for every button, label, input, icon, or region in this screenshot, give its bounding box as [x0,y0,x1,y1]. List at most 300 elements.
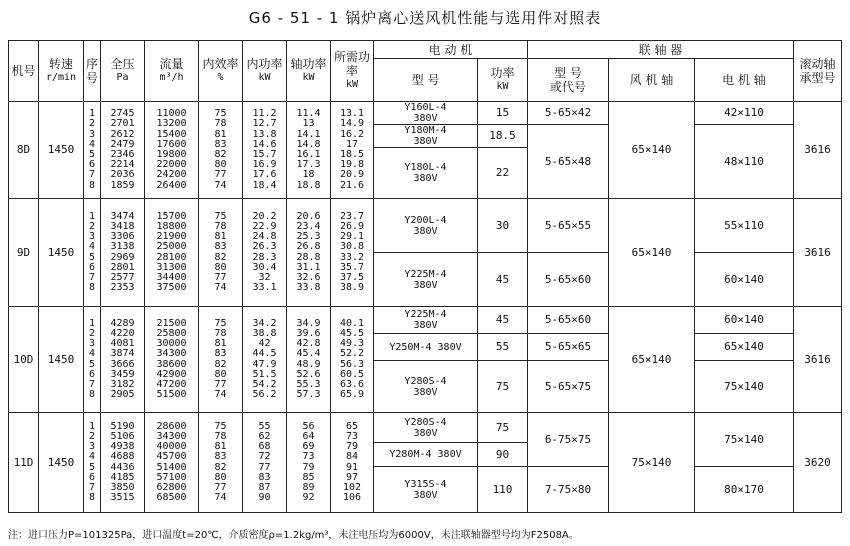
cell-motor-power: 18.5 [478,125,528,148]
list-value: 80 [214,159,227,171]
list-value: 4 [88,348,96,360]
list-value: 7 [88,481,96,493]
cell-motor-power: 75 [478,413,528,443]
list-value: 65 [345,420,359,432]
list-value: 33.8 [296,282,321,294]
cell-seq [84,307,101,413]
list-value: 11000 [156,108,187,120]
list-value: 8 [88,389,96,401]
list-value: 23.4 [296,220,321,232]
list-value: 14.9 [339,118,365,130]
cell-motor-model: Y280M-4 380V [374,443,478,467]
fan-performance-table [8,40,842,513]
cell-motor-shaft: 60×140 [695,307,794,334]
list-value: 2 [88,327,96,339]
cell-machine: 10D [9,307,39,413]
list-value: 74 [214,179,227,191]
cell-seq [84,102,101,199]
cell-flow [145,413,199,513]
list-value: 30.8 [339,241,365,253]
list-value: 18800 [156,220,187,232]
list-value: 56.2 [252,389,277,401]
list-value: 75 [214,317,227,329]
list-value: 4185 [110,471,135,483]
list-value: 74 [214,282,227,294]
list-value: 16.1 [296,149,321,160]
list-value: 3182 [110,378,135,390]
list-value: 12.7 [252,118,277,130]
list-value: 19.8 [339,159,365,171]
cell-seq [84,413,101,513]
list-value: 82 [214,358,227,370]
list-value: 56 [302,420,315,432]
list-value: 2612 [110,128,135,140]
cell-shaft-power [287,307,331,413]
list-value: 42900 [156,368,187,380]
cell-pressure [101,413,145,513]
list-value: 24.8 [252,231,277,243]
cell-motor-shaft: 65×140 [695,334,794,361]
cell-coupling: 5-65×60 [528,307,609,334]
list-value: 29.1 [339,231,365,243]
header-motor-shaft: 电 机 轴 [695,59,794,102]
list-value: 3515 [110,492,135,504]
cell-pressure [101,307,145,413]
list-value: 102 [342,481,362,493]
cell-required-power [331,102,374,199]
list-value: 1 [88,210,96,222]
cell-fan-shaft: 65×140 [609,102,695,199]
list-value: 73 [345,430,359,442]
list-value: 39.6 [296,327,321,339]
cell-motor-power: 55 [478,334,528,361]
list-value: 21.6 [339,179,365,191]
list-value: 89 [302,481,315,493]
list-value: 21500 [156,317,187,329]
list-value: 5106 [110,430,135,442]
list-value: 18 [302,169,315,181]
cell-motor-model: Y225M-4 380V [374,307,478,334]
list-value: 28600 [156,420,187,432]
list-value: 13200 [156,118,187,130]
cell-motor-power: 45 [478,253,528,307]
list-value: 47200 [156,378,187,390]
list-value: 7 [88,169,96,181]
list-value: 18.5 [339,149,365,160]
list-value: 84 [345,451,359,463]
cell-coupling: 7-75×80 [528,467,609,513]
list-value: 49.3 [339,338,365,350]
list-value: 57100 [156,471,187,483]
list-value: 65.9 [339,389,365,401]
list-value: 3850 [110,481,135,493]
list-value: 4 [88,241,96,253]
header-motor: 电 动 机 [374,41,528,59]
list-value: 15400 [156,128,187,140]
cell-motor-model: Y280S-4 380V [374,361,478,413]
list-value: 26400 [156,179,187,191]
list-value: 37.5 [339,271,365,283]
cell-motor-shaft: 42×110 [695,102,794,125]
cell-bearing: 3616 [794,199,842,307]
list-value: 80 [214,471,227,483]
cell-fan-shaft: 75×140 [609,413,695,513]
list-value: 19800 [156,149,187,160]
cell-shaft-power [287,199,331,307]
cell-coupling: 5-65×65 [528,334,609,361]
list-value: 64 [302,430,315,442]
list-value: 51400 [156,461,187,473]
list-value: 37500 [156,282,187,294]
list-value: 35.7 [339,261,365,273]
list-value: 2353 [110,282,135,294]
list-value: 5 [88,358,96,370]
cell-motor-shaft: 80×170 [695,467,794,513]
list-value: 72 [258,451,271,463]
list-value: 82 [214,461,227,473]
list-value: 62 [258,430,271,442]
list-value: 26.3 [252,241,277,253]
cell-pressure [101,199,145,307]
list-value: 80 [214,261,227,273]
cell-pressure [101,102,145,199]
cell-efficiency [199,307,243,413]
cell-coupling: 5-65×42 [528,102,609,125]
list-value: 77 [214,169,227,181]
list-value: 22.9 [252,220,277,232]
cell-speed: 1450 [39,199,84,307]
cell-efficiency [199,199,243,307]
cell-bearing: 3620 [794,413,842,513]
list-value: 1859 [110,179,135,191]
list-value: 3 [88,128,96,140]
list-value: 57.3 [296,389,321,401]
list-value: 52.6 [296,368,321,380]
list-value: 81 [214,231,227,243]
list-value: 5 [88,149,96,160]
list-value: 25000 [156,241,187,253]
header-fan-shaft: 风 机 轴 [609,59,695,102]
list-value: 4081 [110,338,135,350]
list-value: 54.2 [252,378,277,390]
cell-motor-model: Y160L-4 380V [374,102,478,125]
cell-motor-power: 75 [478,361,528,413]
list-value: 83 [258,471,271,483]
list-value: 2 [88,118,96,130]
list-value: 52.2 [339,348,365,360]
list-value: 33.1 [252,282,277,294]
list-value: 30000 [156,338,187,350]
list-value: 20.2 [252,210,277,222]
cell-motor-model: Y315S-4 380V [374,467,478,513]
list-value: 44.5 [252,348,277,360]
list-value: 68 [258,441,271,453]
list-value: 34.9 [296,317,321,329]
list-value: 73 [302,451,315,463]
list-value: 3138 [110,241,135,253]
list-value: 2 [88,220,96,232]
list-value: 15.7 [252,149,277,160]
list-value: 2346 [110,149,135,160]
list-value: 2036 [110,169,135,181]
list-value: 77 [214,271,227,283]
list-value: 32 [258,271,271,283]
header-bearing: 滚动轴承型号 [794,41,842,102]
list-value: 17600 [156,138,187,150]
list-value: 83 [214,138,227,150]
list-value: 62800 [156,481,187,493]
cell-motor-model: Y180M-4 380V [374,125,478,148]
cell-coupling: 6-75×75 [528,413,609,467]
list-value: 17.6 [252,169,277,181]
list-value: 38600 [156,358,187,370]
cell-motor-model: Y225M-4 380V [374,253,478,307]
list-value: 81 [214,128,227,140]
cell-machine: 9D [9,199,39,307]
list-value: 21900 [156,231,187,243]
list-value: 51500 [156,389,187,401]
cell-motor-shaft: 75×140 [695,413,794,467]
list-value: 3 [88,441,96,453]
cell-speed: 1450 [39,307,84,413]
list-value: 56.3 [339,358,365,370]
list-value: 6 [88,159,96,171]
list-value: 5 [88,461,96,473]
list-value: 47.9 [252,358,277,370]
list-value: 85 [302,471,315,483]
list-value: 31.1 [296,261,321,273]
list-value: 68500 [156,492,187,504]
list-value: 74 [214,492,227,504]
header-pressure: 全压 Pa [101,41,145,102]
list-value: 87 [258,481,271,493]
header-motor-model: 型 号 [374,59,478,102]
list-value: 28.3 [252,251,277,263]
list-value: 30.4 [252,261,277,273]
list-value: 97 [345,471,359,483]
cell-motor-shaft: 55×110 [695,199,794,253]
list-value: 79 [302,461,315,473]
list-value: 3418 [110,220,135,232]
list-value: 4436 [110,461,135,473]
cell-efficiency [199,413,243,513]
list-value: 55.3 [296,378,321,390]
cell-internal-power [243,102,287,199]
cell-shaft-power [287,102,331,199]
cell-flow [145,199,199,307]
list-value: 20.6 [296,210,321,222]
list-value: 3 [88,338,96,350]
list-value: 28.8 [296,251,321,263]
header-efficiency: 内效率 % [199,41,243,102]
list-value: 2905 [110,389,135,401]
list-value: 17 [345,138,359,150]
list-value: 6 [88,261,96,273]
cell-flow [145,307,199,413]
list-value: 34300 [156,348,187,360]
cell-coupling: 5-65×48 [528,125,609,199]
table-title: G6 - 51 - 1 锅炉离心送风机性能与选用件对照表 [248,9,602,27]
cell-bearing: 3616 [794,307,842,413]
list-value: 78 [214,118,227,130]
list-value: 4688 [110,451,135,463]
list-value: 2479 [110,138,135,150]
list-value: 5 [88,251,96,263]
list-value: 16.2 [339,128,365,140]
cell-machine: 11D [9,413,39,513]
cell-required-power [331,413,374,513]
cell-coupling: 5-65×55 [528,199,609,253]
list-value: 55 [258,420,271,432]
header-internal-power: 内功率 kW [243,41,287,102]
list-value: 15700 [156,210,187,222]
list-value: 78 [214,220,227,232]
list-value: 2745 [110,108,135,120]
list-value: 8 [88,179,96,191]
list-value: 2214 [110,159,135,171]
header-shaft-power: 轴功率 kW [287,41,331,102]
cell-motor-power: 45 [478,307,528,334]
list-value: 8 [88,282,96,294]
list-value: 63.6 [339,378,365,390]
list-value: 13 [302,118,315,130]
list-value: 45700 [156,451,187,463]
cell-required-power [331,199,374,307]
list-value: 83 [214,451,227,463]
list-value: 3874 [110,348,135,360]
list-value: 17.3 [296,159,321,171]
list-value: 81 [214,441,227,453]
list-value: 4220 [110,327,135,339]
footnote: 注：进口压力P=101325Pa，进口温度t=20℃，介质密度ρ=1.2kg/m³，未注电压均为6000V，未注联轴器型号均为F2508A。 [8,530,579,541]
header-motor-power: 功率 kW [478,59,528,102]
list-value: 3459 [110,368,135,380]
cell-efficiency [199,102,243,199]
cell-internal-power [243,307,287,413]
list-value: 90 [258,492,271,504]
list-value: 75 [214,108,227,120]
list-value: 51.5 [252,368,277,380]
list-value: 34400 [156,271,187,283]
list-value: 1 [88,317,96,329]
list-value: 82 [214,251,227,263]
cell-flow [145,102,199,199]
cell-required-power [331,307,374,413]
header-seq: 序号 [84,41,101,102]
list-value: 18.4 [252,179,277,191]
list-value: 75 [214,210,227,222]
list-value: 32.6 [296,271,321,283]
list-value: 3474 [110,210,135,222]
list-value: 26.8 [296,241,321,253]
cell-internal-power [243,199,287,307]
cell-speed: 1450 [39,102,84,199]
list-value: 23.7 [339,210,365,222]
list-value: 83 [214,241,227,253]
list-value: 6 [88,471,96,483]
list-value: 80 [214,368,227,380]
header-flow: 流量 m³/h [145,41,199,102]
list-value: 48.9 [296,358,321,370]
list-value: 25800 [156,327,187,339]
list-value: 77 [214,481,227,493]
list-value: 34.2 [252,317,277,329]
list-value: 34300 [156,430,187,442]
list-value: 45.4 [296,348,321,360]
list-value: 3306 [110,231,135,243]
list-value: 3666 [110,358,135,370]
header-coupling: 联 轴 器 [528,41,794,59]
list-value: 69 [302,441,315,453]
list-value: 6 [88,368,96,380]
list-value: 14.8 [296,138,321,150]
list-value: 7 [88,271,96,283]
list-value: 92 [302,492,315,504]
cell-speed: 1450 [39,413,84,513]
cell-motor-model: Y280S-4 380V [374,413,478,443]
cell-motor-model: Y200L-4 380V [374,199,478,253]
list-value: 31300 [156,261,187,273]
list-value: 2577 [110,271,135,283]
cell-fan-shaft: 65×140 [609,307,695,413]
cell-machine: 8D [9,102,39,199]
list-value: 18.8 [296,179,321,191]
cell-motor-power: 22 [478,148,528,199]
cell-motor-shaft: 48×110 [695,125,794,199]
list-value: 4938 [110,441,135,453]
list-value: 106 [342,492,362,504]
list-value: 24200 [156,169,187,181]
list-value: 4289 [110,317,135,329]
list-value: 40.1 [339,317,365,329]
list-value: 4 [88,451,96,463]
header-speed: 转速 r/min [39,41,84,102]
list-value: 25.3 [296,231,321,243]
list-value: 2969 [110,251,135,263]
list-value: 1 [88,108,96,120]
cell-motor-power: 15 [478,102,528,125]
list-value: 45.5 [339,327,365,339]
list-value: 4 [88,138,96,150]
list-value: 40000 [156,441,187,453]
list-value: 60.5 [339,368,365,380]
list-value: 11.4 [296,108,321,120]
cell-motor-power: 90 [478,443,528,467]
list-value: 8 [88,492,96,504]
list-value: 14.1 [296,128,321,140]
list-value: 26.9 [339,220,365,232]
list-value: 13.1 [339,108,365,120]
list-value: 91 [345,461,359,473]
cell-seq [84,199,101,307]
list-value: 38.8 [252,327,277,339]
list-value: 79 [345,441,359,453]
list-value: 81 [214,338,227,350]
list-value: 5190 [110,420,135,432]
list-value: 16.9 [252,159,277,171]
list-value: 2801 [110,261,135,273]
cell-motor-power: 110 [478,467,528,513]
list-value: 75 [214,420,227,432]
list-value: 78 [214,327,227,339]
list-value: 42.8 [296,338,321,350]
cell-shaft-power [287,413,331,513]
cell-motor-model: Y250M-4 380V [374,334,478,361]
cell-coupling: 5-65×75 [528,361,609,413]
list-value: 14.6 [252,138,277,150]
cell-internal-power [243,413,287,513]
list-value: 11.2 [252,108,277,120]
